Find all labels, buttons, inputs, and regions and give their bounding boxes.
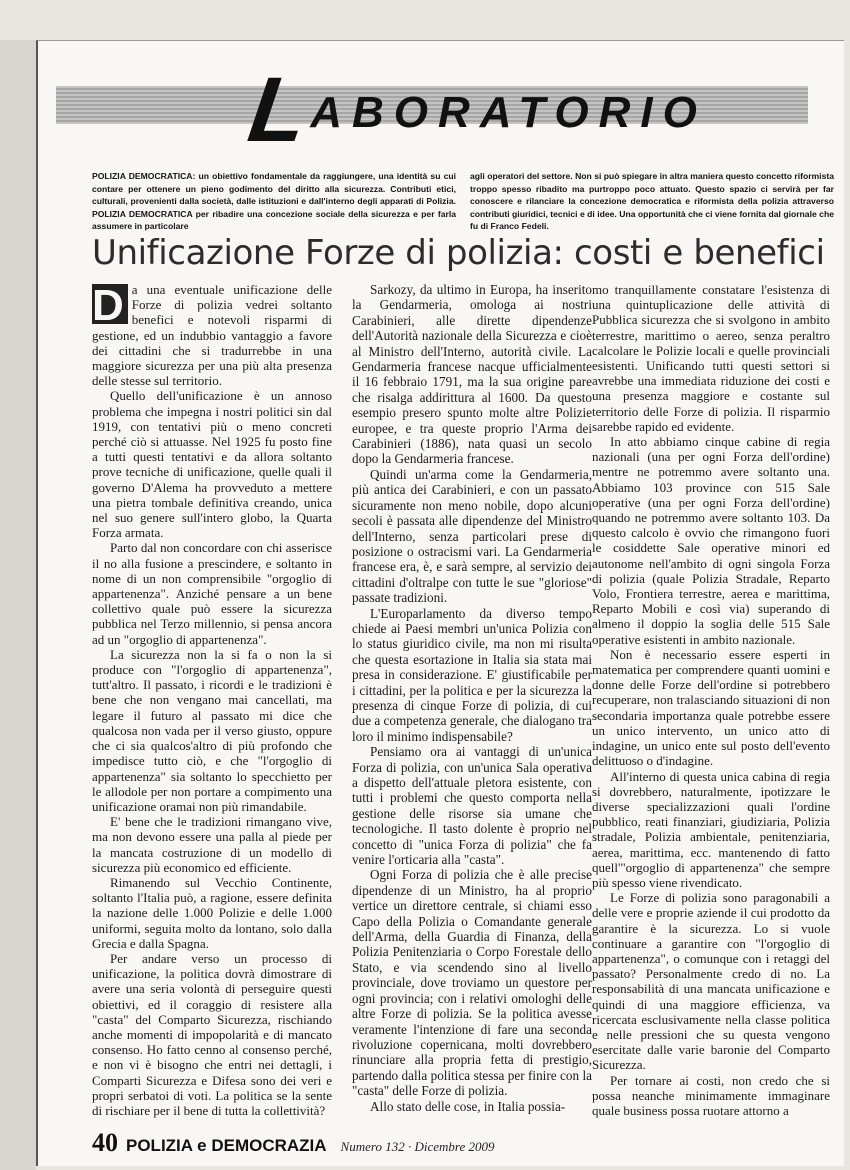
adjacent-page-edge xyxy=(0,40,36,1170)
paragraph: In atto abbiamo cinque cabine di regia nazionali (una per ogni Forza dell'ordine) mentre ne potremmo avere soltanto una. Abbiamo 103 province con 515 Sale operative (una per ogni Forza dell'ordine) quando ne potremmo avere soltanto 103. Da questo calcolo è ovvio che rimangono fuori le cosiddette Sale operative minori ed autonome nell'ambito di ogni singola Forza di polizia (quale Polizia Stradale, Reparto Volo, Frontiera terrestre, aerea e marittima, Reparto Mobili e così via) superando di almeno il doppio la soglia delle 515 Sale operative esistenti in ambito nazionale. xyxy=(592,434,830,647)
magazine-name: POLIZIA e DEMOCRAZIA xyxy=(126,1136,327,1155)
issue-info: Numero 132 · Dicembre 2009 xyxy=(340,1139,495,1154)
paragraph: D a una eventuale unificazione delle Forze di polizia vedrei soltanto benefici e notevoli risparmi di gestione, ed un indubbio vantaggio a favore dei cittadini che si tradurrebbe in una maggiore sicurezza per una più alta presenza delle stesse sul territorio. xyxy=(92,281,332,389)
paragraph: Per andare verso un processo di unificazione, la politica dovrà dimostrare di avere una seria volontà di perseguire questi obiettivi, ed il coraggio di resistere alla "casta" del Comparto Sicurezza, rischiando anche momenti di impopolarità e di mancato consenso. Ho fatto cenno al consenso perché, e non vi è bisogno che entri nei dettagli, i Comparti Sicurezza e Difesa sono dei veri e propri serbatoi di voti. La politica se la sente di rischiare per il bene di tutta la collettività? xyxy=(92,950,332,1118)
paragraph: Pensiamo ora ai vantaggi di un'unica Forza di polizia, con un'unica Sala operativa a dispetto dell'attuale pletora esistente, con tutti i problemi che questo comporta nella gestione delle risorse sia umane che tecnologiche. Il tasto dolente è proprio nel concetto di "unica Forza di polizia" che fa venire l'orticaria alla "casta". xyxy=(352,744,592,868)
section-title-initial: L xyxy=(242,59,314,161)
article-column-2 xyxy=(352,282,592,1114)
paragraph: Ogni Forza di polizia che è alle precise dipendenze di un Ministro, ha al proprio vertice un direttore centrale, si chiami esso Capo della Polizia o Comandante generale dell'Arma, della Guardia di Finanza, della Polizia Penitenziaria o Corpo Forestale dello Stato, e via scendendo sino al livello provinciale, dove troviamo un questore per ogni provincia; con i relativi omologhi delle altre Forze di polizia. Se la politica avesse veramente l'intenzione di fare una seconda rivoluzione copernicana, molti dovrebbero rinunciare alla propria fetta di prestigio, partendo dalla politica stessa per finire con la "casta" delle Forze di polizia. xyxy=(352,867,592,1099)
intro-text-left: POLIZIA DEMOCRATICA: un obiettivo fondamentale da raggiungere, una identità su cui contare per ottenere un pieno godimento del diritto alla sicurezza. Contributi etici, culturali, provenienti dalla società, dalle istituzioni e dall'interno degli apparati di Polizia. POLIZIA DEMOCRATICA per ribadire una concezione sociale della sicurezza e per farla assumere in particolare xyxy=(92,171,456,231)
section-title xyxy=(242,56,707,161)
paragraph: mo tranquillamente constatare l'esistenza di una quintuplicazione delle attività di Pubblica sicurezza che si svolgono in ambito terrestre, marittimo o aereo, senza peraltro calcolare le Polizie locali e quelle provinciali esistenti. Unificando tutti questi settori si avrebbe una immediata riduzione dei costi e una presenza maggiore e costante sul territorio delle Forze di polizia. Il risparmio sarebbe rapido ed evidente. xyxy=(592,282,830,434)
paragraph: La sicurezza non la si fa o non la si produce con "l'orgoglio di appartenenza", tutt'altro. Il passato, i ricordi e le tradizioni è bene che non vengano mai cancellati, ma legare il futuro al passato mi dice che qualcosa non vada per il verso giusto, oppure che ci sia qualcos'altro di più profondo che impedisce tutto ciò, e che "l'orgoglio di appartenenza" sia soltanto lo specchietto per le allodole per non portare a compimento una unificazione oramai non più rimandabile. xyxy=(92,646,332,814)
paragraph: E' bene che le tradizioni rimangano vive, ma non devono essere una palla al piede per la mancata costruzione di un modello di sicurezza più economico ed efficiente. xyxy=(92,814,332,875)
paragraph: Parto dal non concordare con chi asserisce il no alla fusione a prescindere, e soltanto in nome di un non comprensibile "orgoglio di appartenenza". Anziché pensare a un bene collettivo quale può essere la sicurezza pubblica nel Terzo millennio, si pensa ancora ad un "orgoglio di appartenenza". xyxy=(92,540,332,647)
paragraph: Sarkozy, da ultimo in Europa, ha inserito la Gendarmeria, omologa ai nostri Carabinieri, alle dirette dipendenze dell'Autorità nazionale della Sicurezza e cioè al Ministro dell'Interno, autorità civile. La Gendarmeria francese nacque ufficialmente il 16 febbraio 1791, ma la sua origine pare che risalga addirittura al 1600. Da questo esempio presero spunto molte altre Polizie europee, e tra queste proprio l'Arma dei Carabinieri (1886), nata quasi un secolo dopo la Gendarmeria francese. xyxy=(352,282,592,467)
paragraph: Per tornare ai costi, non credo che si possa neanche minimamente immaginare quale business possa ruotare attorno a xyxy=(592,1072,830,1118)
intro-text-right: agli operatori del settore. Non si può spiegare in altra maniera questo concetto riformista troppo spesso ribadito ma purtroppo poco attuato. Questo spazio ci servirà per far conoscere e rilanciare la concezione democratica e riformista della polizia attraverso contributi giuridici, tecnici e di idee. Una opportunità che ci viene fornita dal giornale che fu di Franco Fedeli. xyxy=(470,171,834,231)
paragraph: Allo stato delle cose, in Italia possia- xyxy=(370,1098,566,1114)
article-headline: Unificazione Forze di polizia: costi e benefici xyxy=(92,233,825,273)
page-footer xyxy=(92,1128,494,1158)
page-number: 40 xyxy=(92,1128,118,1157)
paragraph: All'interno di questa unica cabina di regia si dovrebbero, naturalmente, ipotizzare le diverse specializzazioni quali l'ordine pubblico, reati finanziari, giudiziaria, Polizia stradale, Polizia ambientale, penitenziaria, aerea, marittima, ecc. mantenendo di fatto quell'"orgoglio di appartenenza" che sempre più spesso viene rivendicato. xyxy=(592,768,830,890)
paragraph: Quello dell'unificazione è un annoso problema che impegna i nostri politici sin dal 1919, con tentativi più o meno concreti perché ciò si attuasse. Nel 1925 fu posto fine a tutti questi tentativi e da allora soltanto prove tecniche di unificazione, quelle quali il governo D'Alema ha provveduto a mettere una pietra tombale definitiva creando, unica nel suo genere sull'intero globo, la Quarta Forza armata. xyxy=(92,388,332,541)
drop-cap: D xyxy=(92,284,128,324)
paragraph: Quindi un'arma come la Gendarmeria, più antica dei Carabinieri, e con un passato sicuramente non meno nobile, dopo alcuni secoli è passata alle dipendenze del Ministro dell'Interno, senza particolari prese di posizione o ostracismi vari. La Gendarmeria francese era, è, e sarà sempre, al servizio dei cittadini d'oltralpe con tutte le sue "gloriose" passate tradizioni. xyxy=(352,466,592,606)
article-column-1 xyxy=(92,282,332,1118)
section-title-rest: ABORATORIO xyxy=(310,88,707,137)
paragraph: Non è necessario essere esperti in matematica per comprendere quanti uomini e donne delle Forze dell'ordine si potrebbero recuperare, non tralasciando situazioni di non secondaria importanza quale potrebbe essere un unico intervento, un unico atto di indagine, un unico ente sul posto dell'evento delittuoso o d'indagine. xyxy=(592,646,830,769)
article-column-3 xyxy=(592,282,830,1118)
paragraph: L'Europarlamento da diverso tempo chiede ai Paesi membri un'unica Polizia con lo status giuridico civile, ma non mi risulta che questa esortazione in Italia sia stata mai presa in considerazione. E' giustificabile per i cittadini, per la politica e per la sicurezza la presenza di cinque Forze di polizia, di cui due a competenza generale, che dialogano tra loro il minimo indispensabile? xyxy=(352,605,592,744)
paragraph: Rimanendo sul Vecchio Continente, soltanto l'Italia può, a ragione, essere definita la nazione delle 1.000 Polizie e delle 1.000 uniformi, seguita molto da lontano, solo dalla Grecia e dalla Spagna. xyxy=(92,874,332,951)
paragraph: Le Forze di polizia sono paragonabili a delle vere e proprie aziende il cui prodotto da garantire è la sicurezza. Lo si vuole continuare a garantire con "l'orgoglio di appartenenza", o comunque con i retaggi del passato? Personalmente credo di no. La responsabilità di una mancata unificazione e quindi di una maggiore efficienza, va ricercata esclusivamente nella classe politica e nelle pressioni che su questa vengono esercitate dalle varie baronie del Comparto Sicurezza. xyxy=(592,890,830,1073)
